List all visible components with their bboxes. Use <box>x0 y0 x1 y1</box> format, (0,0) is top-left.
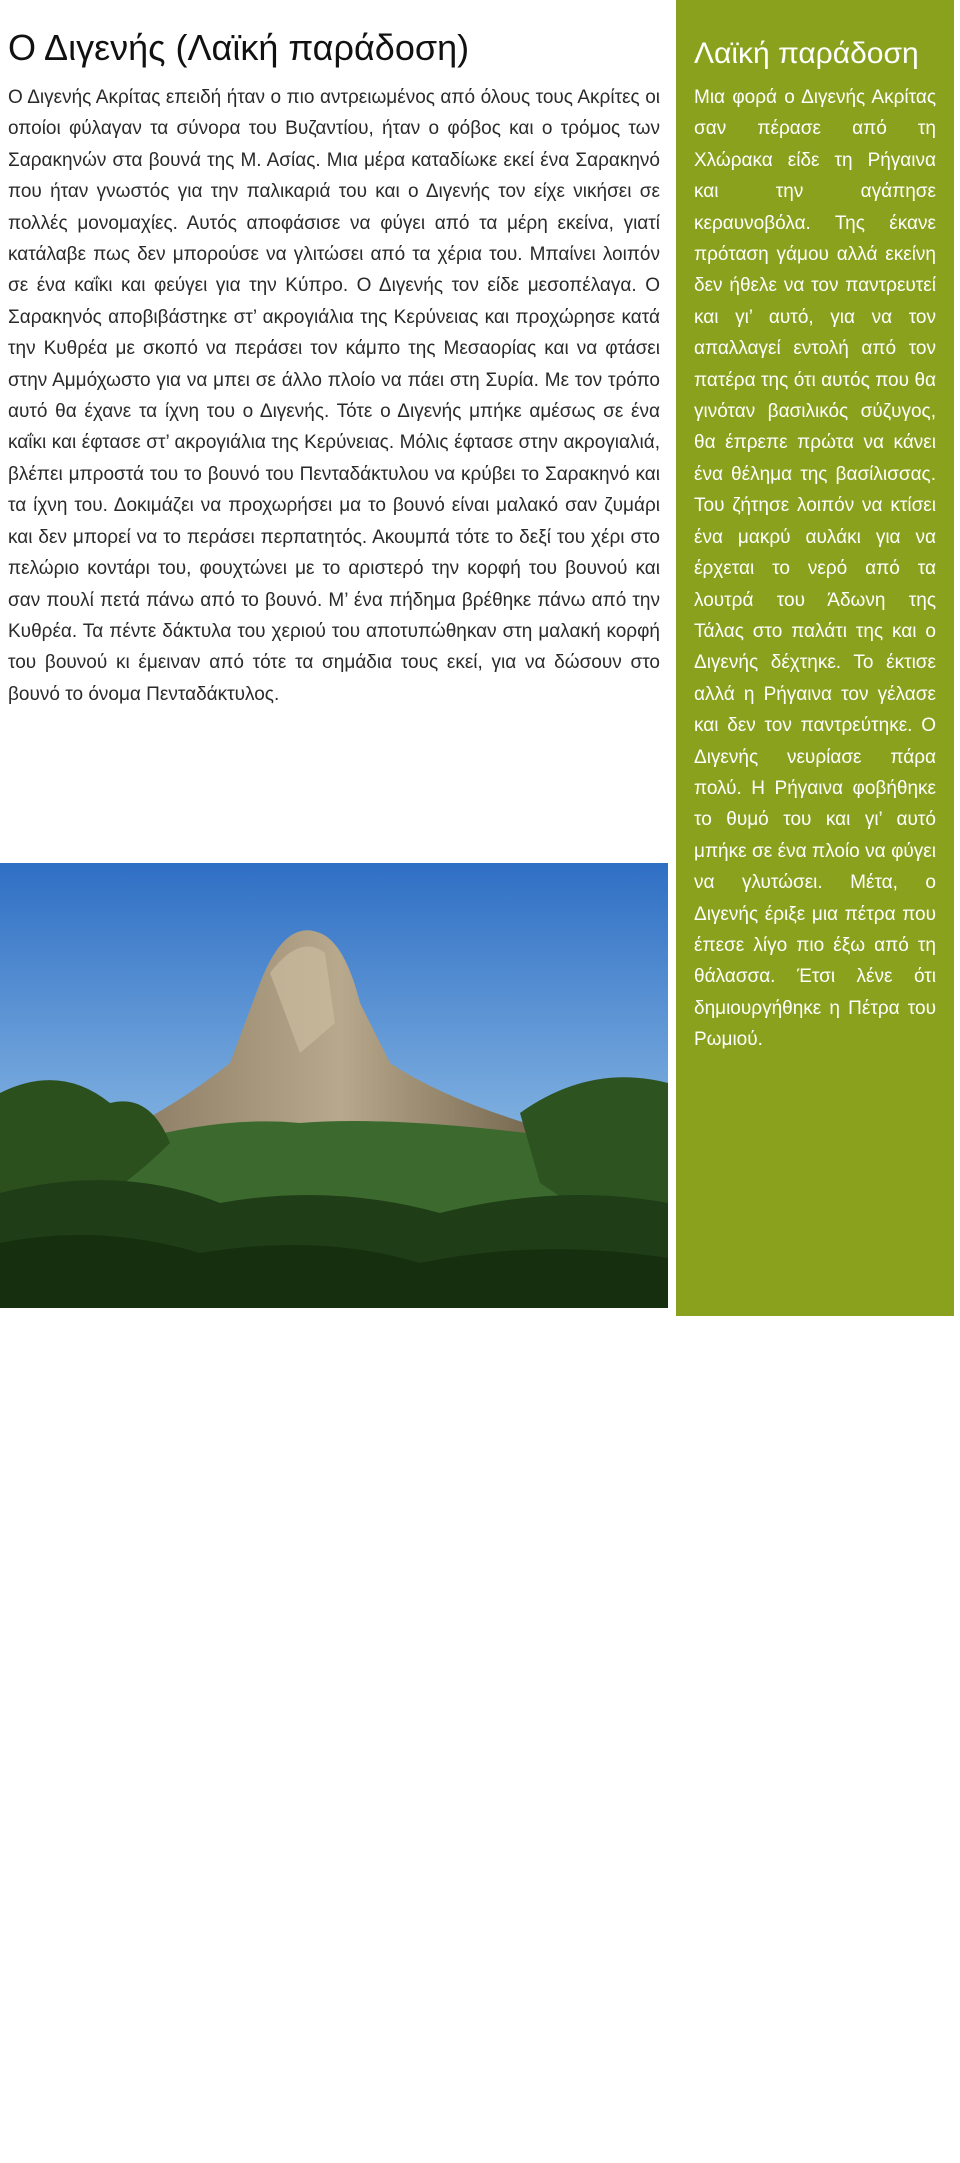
article-title: Ο Διγενής (Λαϊκή παράδοση) <box>8 27 470 68</box>
mountain-photo <box>0 863 668 2163</box>
article-body: Ο Διγενής Ακρίτας επειδή ήταν ο πιο αντρειωμένος από όλους τους Ακρίτες οι οποίοι φύλαγαν τα σύνορα του Βυζαντίου, ήταν ο φόβος και ο τρόμος των Σαρακηνών στα βουνά της Μ. Ασίας. Μια μέρα καταδίωκε εκεί ένα Σαρακηνό που ήταν γνωστός για την παλικαριά του και ο Διγενής τον είχε νικήσει σε πολλές μονομαχίες. Αυτός αποφάσισε να φύγει από τα μέρη εκείνα, γιατί κατάλαβε πως δεν μπορούσε να γλιτώσει από τα χέρια του. Μπαίνει λοιπόν σε ένα καΐκι και φεύγει για την Κύπρο. Ο Διγενής τον είδε μεσοπέλαγα. Ο Σαρακηνός αποβιβάστηκε στ’ ακρογιάλια της Κερύνειας και προχώρησε κατά την Κυθρέα με σκοπό να περάσει τον κάμπο της Μεσαορίας και να φτάσει στην Αμμόχωστο για να μπει σε άλλο πλοίο να πάει στη Συρία. Με τον τρόπο αυτό θα έχανε τα ίχνη του ο Διγενής. Τότε ο Διγενής μπήκε αμέσως σε ένα καΐκι και έφτασε στ’ ακρογιάλια της Κερύνειας. Μόλις έφτασε στην ακρογιαλιά, βλέπει μπροστά του το βουνό του Πενταδάκτυλου να κρύβει το Σαρακηνό και τα ίχνη του. Δοκιμάζει να προχωρήσει μα το βουνό είναι μαλακό σαν ζυμάρι και δεν μπορεί να το περάσει περπατητός. Ακουμπά τότε το δεξί του χέρι στο πελώριο κοντάρι του, φουχτώνει με το αριστερό την κορφή του βουνού και σαν πουλί πετά πάνω από το βουνό. Μ’ ένα πήδημα βρέθηκε πάνω από την Κυθρέα. Τα πέντε δάκτυλα του χεριού του αποτυπώθηκαν στη μαλακή κορφή του βουνού κι έμειναν από τότε τα σημάδια τους εκεί, για να δώσουν στο βουνό το όνομα Πενταδάκτυλος. <box>8 87 660 705</box>
sidebar-body: Μια φορά ο Διγενής Ακρίτας σαν πέρασε από τη Χλώρακα είδε τη Ρήγαινα και την αγάπησε κεραυνοβόλα. Της έκανε πρόταση γάμου αλλά εκείνη δεν ήθελε να τον παντρευτεί και γι’ αυτό, για να τον απαλλαγεί εντολή από τον πατέρα της ότι αυτός που θα γινόταν βασιλικός σύζυγος, θα έπρεπε πρώτα να κάνει ένα θέλημα της βασίλισσας. Του ζήτησε λοιπόν να κτίσει ένα μακρύ αυλάκι για να έρχεται το νερό από τα λουτρά του Άδωνη της Τάλας στο παλάτι της και ο Διγενής δέχτηκε. Το έκτισε αλλά η Ρήγαινα τον γέλασε και δεν τον παντρεύτηκε. Ο Διγενής νευρίασε πάρα πολύ. Η Ρήγαινα φοβήθηκε το θυμό του και γι’ αυτό μπήκε σε ένα πλοίο να φύγει να γλυτώσει. Μέτα, ο Διγενής έριξε μια πέτρα που έπεσε λίγο πιο έξω από τη θάλασσα. Έτσι λένε ότι δημιουργήθηκε η Πέτρα του Ρωμιού. <box>694 87 936 1051</box>
sidebar-title: Λαϊκή παράδοση <box>694 37 919 70</box>
article <box>8 26 660 710</box>
sidebar <box>676 0 954 1316</box>
photo-caption: Πενταδάχτυλος <box>12 2146 126 2163</box>
